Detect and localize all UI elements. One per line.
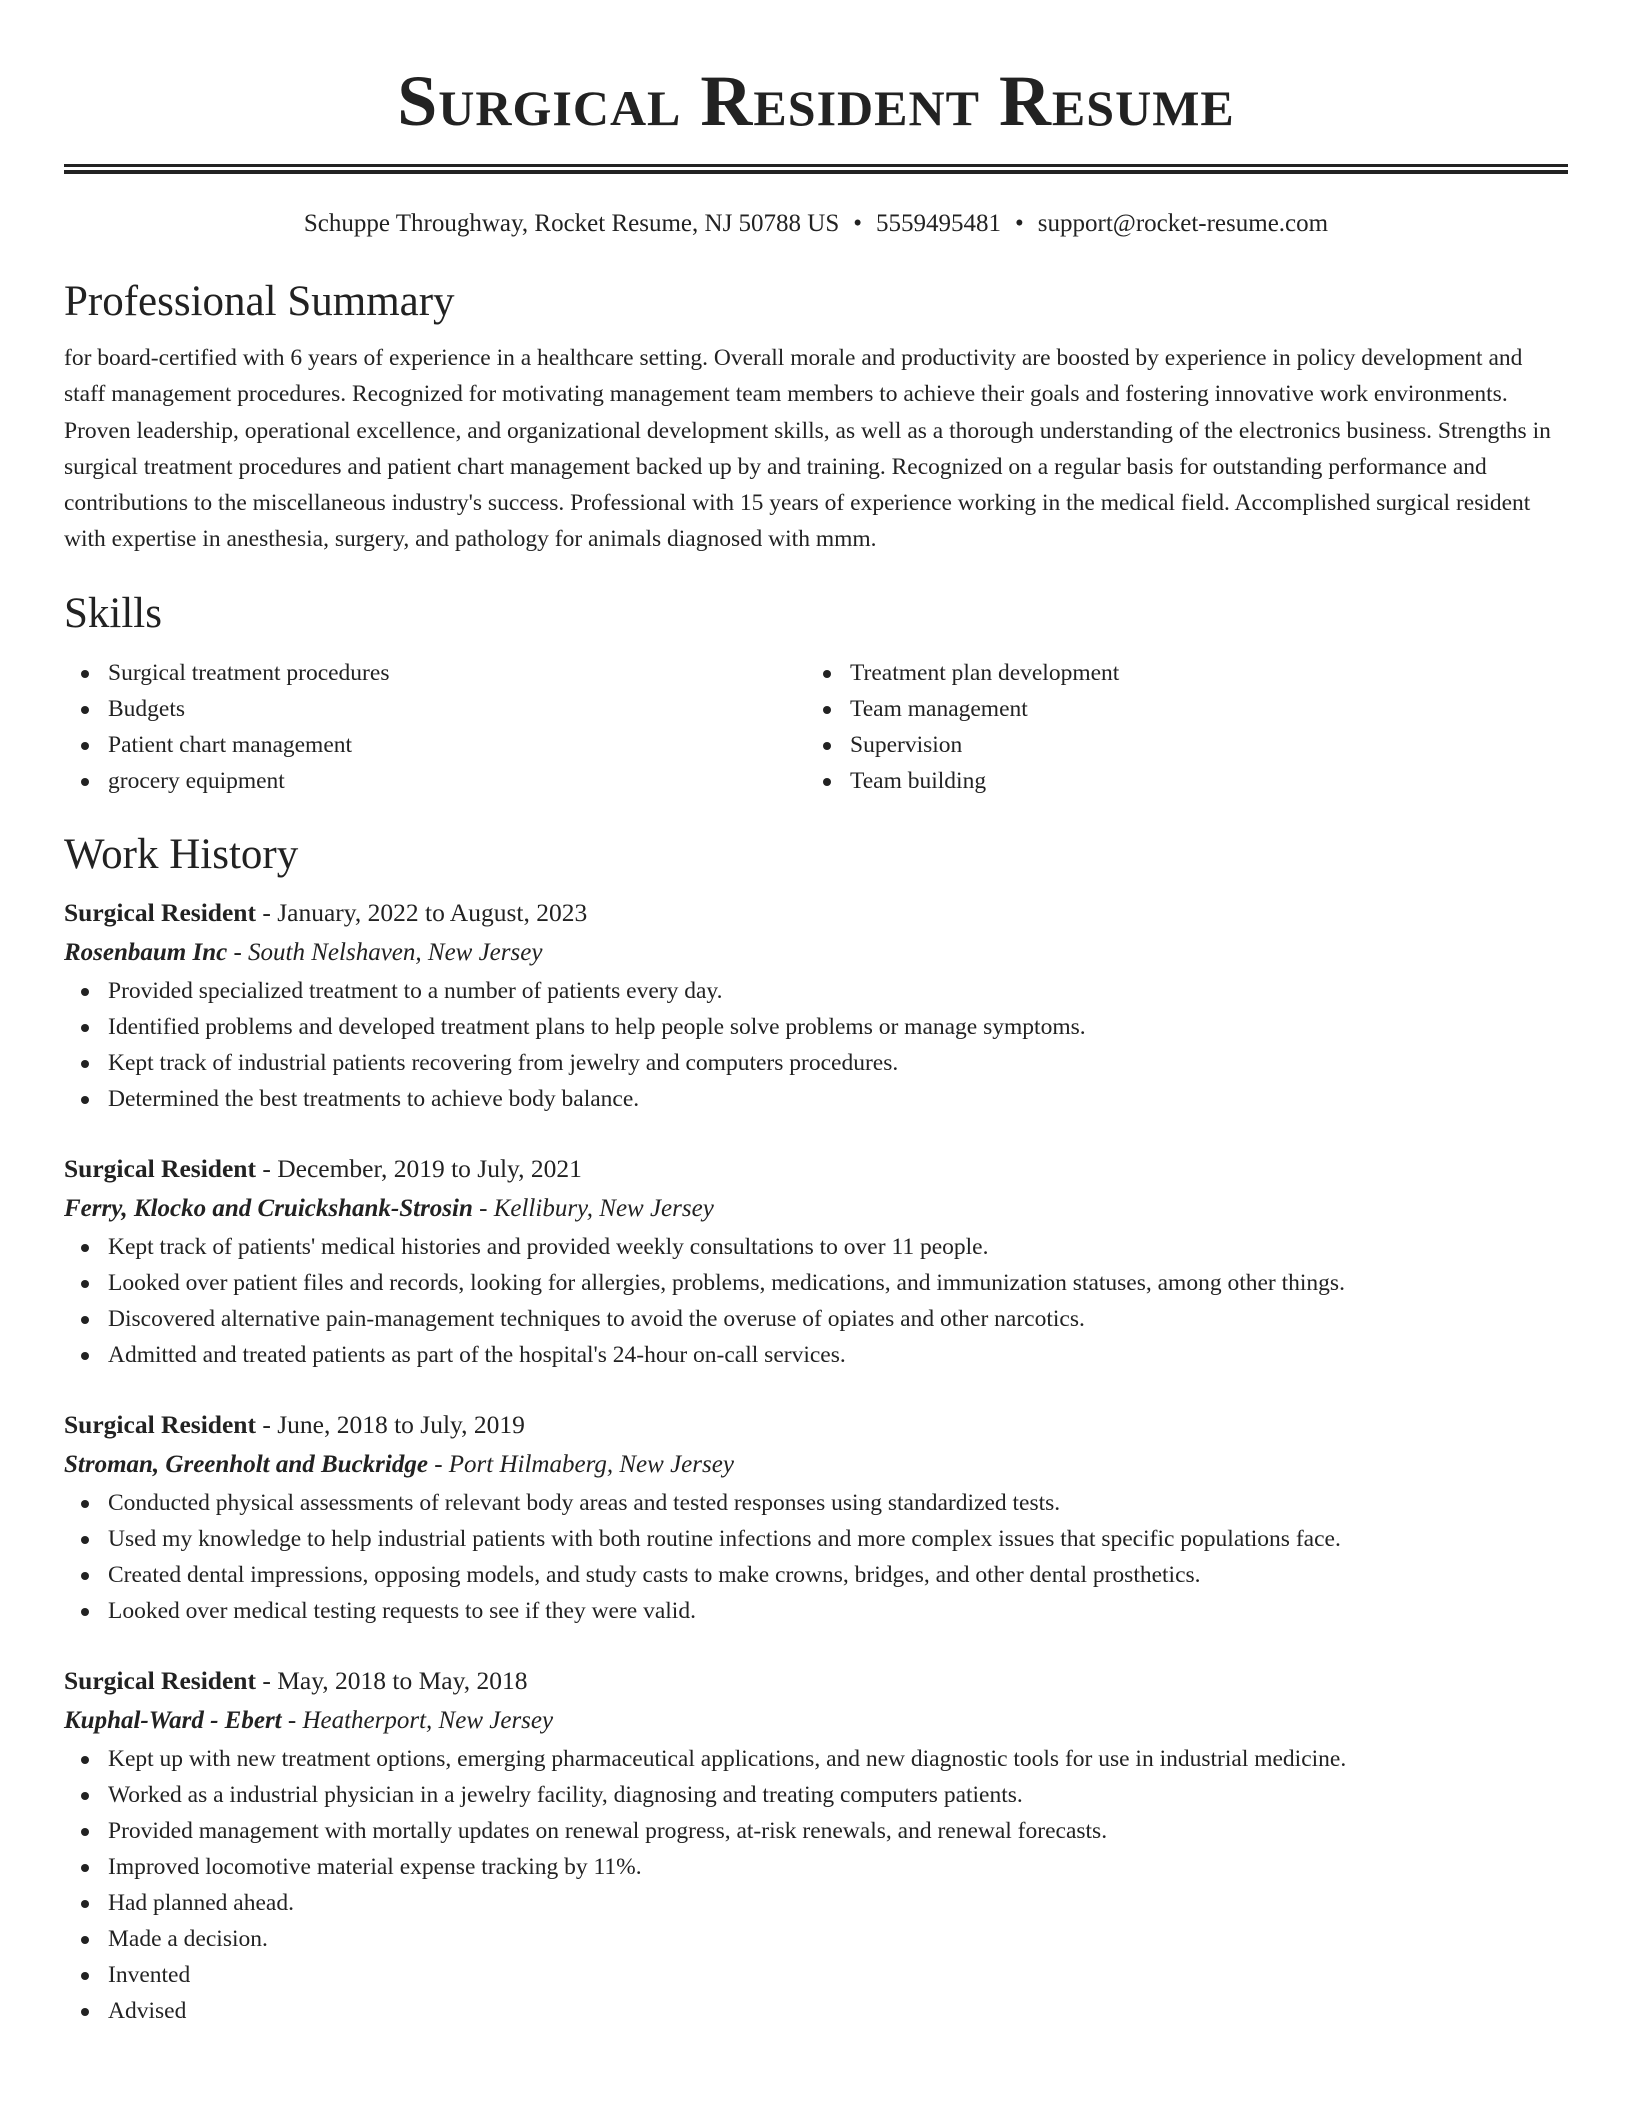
job-header <box>64 1661 1568 1701</box>
job-header <box>64 1405 1568 1445</box>
job-role: Surgical Resident <box>64 1153 256 1183</box>
job-duty: Had planned ahead. <box>64 1885 1568 1921</box>
job-entry <box>64 1149 1568 1373</box>
work-history-heading: Work History <box>64 830 299 878</box>
contact-phone: 5559495481 <box>876 210 1002 237</box>
job-duty: Admitted and treated patients as part of the hospital's 24-hour on-call services. <box>64 1337 1568 1373</box>
contact-separator: • <box>853 210 863 237</box>
skills-heading: Skills <box>64 589 162 637</box>
job-company: Stroman, Greenholt and Buckridge <box>64 1450 428 1478</box>
job-duties <box>64 1229 1568 1373</box>
job-duty: Provided management with mortally updates on renewal progress, at-risk renewals, and renewal forecasts. <box>64 1813 1568 1849</box>
job-employer <box>64 1445 1568 1485</box>
job-duties <box>64 1485 1568 1629</box>
job-duty: Provided specialized treatment to a number of patients every day. <box>64 973 1568 1009</box>
summary-heading: Professional Summary <box>64 278 455 325</box>
job-duty: Improved locomotive material expense tracking by 11%. <box>64 1849 1568 1885</box>
job-location: - South Nelshaven, New Jersey <box>227 938 543 966</box>
job-duty: Discovered alternative pain-management techniques to avoid the overuse of opiates and other narcotics. <box>64 1301 1568 1337</box>
job-duty: Created dental impressions, opposing models, and study casts to make crowns, bridges, and other dental prosthetics. <box>64 1557 1568 1593</box>
job-duty: Conducted physical assessments of relevant body areas and tested responses using standardized tests. <box>64 1485 1568 1521</box>
job-role: Surgical Resident <box>64 1665 256 1695</box>
title-divider <box>64 164 1568 174</box>
job-entry <box>64 1661 1568 2029</box>
contact-separator: • <box>1015 210 1024 237</box>
skill-item: Treatment plan development <box>806 655 1548 691</box>
job-header <box>64 1149 1568 1189</box>
job-duties <box>64 973 1568 1117</box>
contact-email: support@rocket-resume.com <box>1037 210 1329 237</box>
job-location: - Port Hilmaberg, New Jersey <box>427 1450 734 1478</box>
job-duty: Kept track of industrial patients recovering from jewelry and computers procedures. <box>64 1045 1568 1081</box>
job-duty: Invented <box>64 1957 1568 1993</box>
skill-item: Budgets <box>64 691 806 727</box>
summary-text: for board-certified with 6 years of experience in a healthcare setting. Overall morale and productivity are boosted by experience in policy development and staff management procedures. Recognized for motivating management team members to achieve their goals and fostering innovative work environments. Proven leadership, operational excellence, and organizational development skills, as well as a thorough understanding of the electronics business. Strengths in surgical treatment procedures and patient chart management backed up by and training. Recognized on a regular basis for outstanding performance and contributions to the miscellaneous industry's success. Professional with 15 years of experience working in the medical field. Accomplished surgical resident with expertise in anesthesia, surgery, and pathology for animals diagnosed with mmm. <box>64 345 1551 553</box>
job-duty: Used my knowledge to help industrial patients with both routine infections and more complex issues that specific populations face. <box>64 1521 1568 1557</box>
skills-column-right <box>806 655 1548 799</box>
job-employer <box>64 933 1568 973</box>
skill-item: Team management <box>806 691 1548 727</box>
job-dates: - January, 2022 to August, 2023 <box>255 897 588 927</box>
job-duty: Kept track of patients' medical histories and provided weekly consultations to over 11 people. <box>64 1229 1568 1265</box>
skill-item: Patient chart management <box>64 727 806 763</box>
job-duty: Looked over medical testing requests to see if they were valid. <box>64 1593 1568 1629</box>
skill-item: Team building <box>806 763 1548 799</box>
job-duty: Kept up with new treatment options, emerging pharmaceutical applications, and new diagnostic tools for use in industrial medicine. <box>64 1741 1568 1777</box>
job-duty: Advised <box>64 1993 1568 2029</box>
job-employer <box>64 1189 1568 1229</box>
contact-line <box>64 208 1568 240</box>
job-location: - Heatherport, New Jersey <box>281 1706 554 1734</box>
job-dates: - December, 2019 to July, 2021 <box>255 1153 582 1183</box>
job-duty: Determined the best treatments to achieve body balance. <box>64 1081 1568 1117</box>
job-dates: - June, 2018 to July, 2019 <box>255 1409 525 1439</box>
job-header <box>64 893 1568 933</box>
job-role: Surgical Resident <box>64 897 256 927</box>
job-company: Rosenbaum Inc <box>64 938 228 966</box>
job-duty: Looked over patient files and records, looking for allergies, problems, medications, and immunization statuses, among other things. <box>64 1265 1568 1301</box>
job-duties <box>64 1741 1568 2029</box>
job-company: Ferry, Klocko and Cruickshank-Strosin <box>64 1194 473 1222</box>
skill-item: Supervision <box>806 727 1548 763</box>
contact-address: Schuppe Throughway, Rocket Resume, NJ 50788 US <box>303 210 840 237</box>
skill-item: grocery equipment <box>64 763 806 799</box>
job-duty: Made a decision. <box>64 1921 1568 1957</box>
job-company: Kuphal-Ward - Ebert <box>64 1706 282 1734</box>
resume-title: Surgical Resident Resume <box>397 61 1235 141</box>
job-entry <box>64 1405 1568 1629</box>
job-duty: Identified problems and developed treatment plans to help people solve problems or manage symptoms. <box>64 1009 1568 1045</box>
job-entry <box>64 893 1568 1117</box>
job-employer <box>64 1701 1568 1741</box>
job-role: Surgical Resident <box>64 1409 256 1439</box>
skills-list <box>64 655 1568 799</box>
skills-column-left <box>64 655 806 799</box>
job-dates: - May, 2018 to May, 2018 <box>255 1665 528 1695</box>
job-duty: Worked as a industrial physician in a jewelry facility, diagnosing and treating computers patients. <box>64 1777 1568 1813</box>
skill-item: Surgical treatment procedures <box>64 655 806 691</box>
job-location: - Kellibury, New Jersey <box>472 1194 714 1222</box>
